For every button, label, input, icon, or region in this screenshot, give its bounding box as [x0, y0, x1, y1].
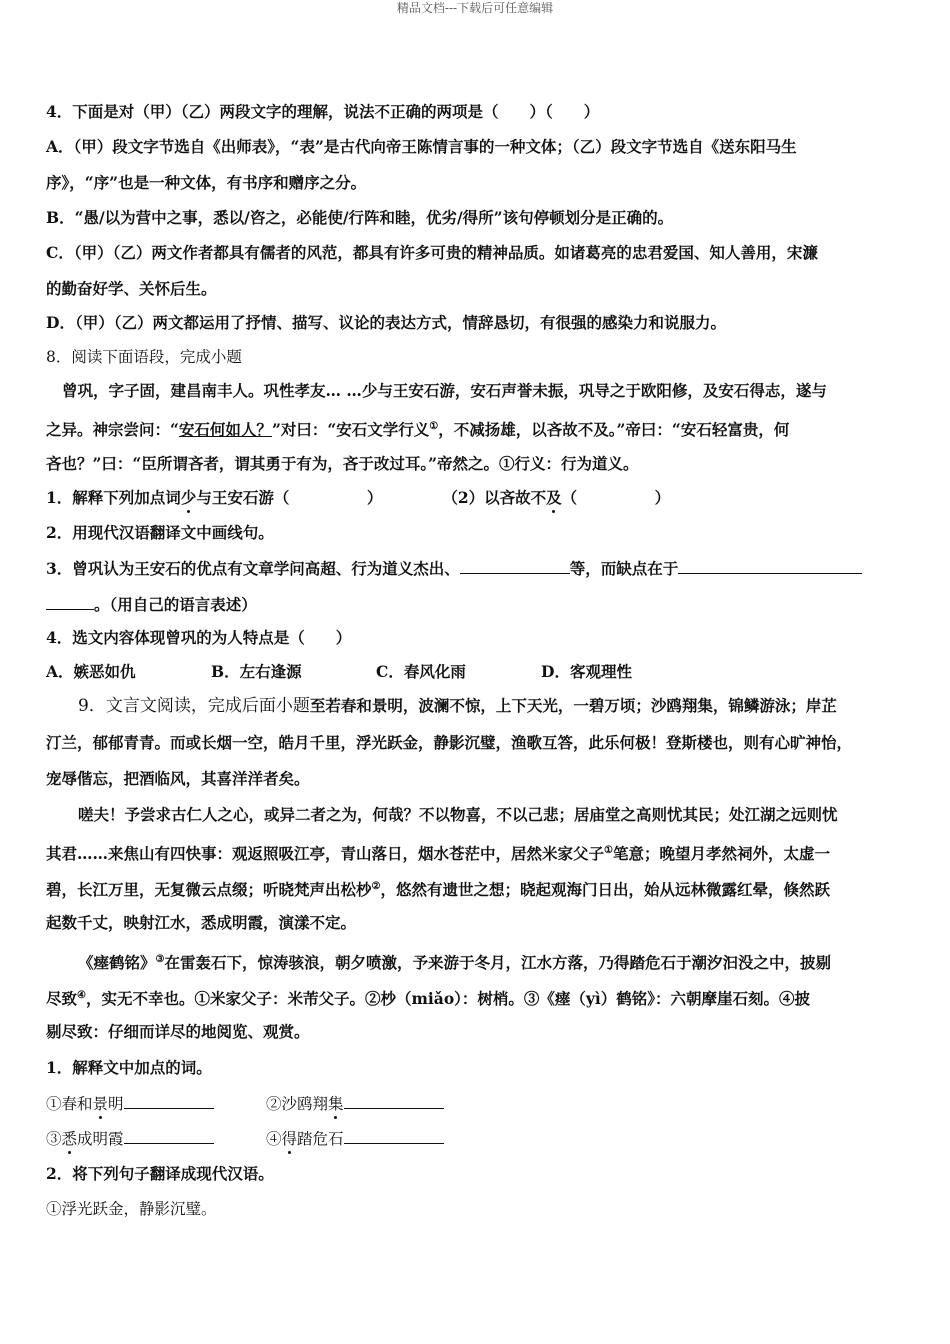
section8-q3-line2 — [46, 594, 257, 615]
dotted-word: 集 — [328, 1095, 344, 1113]
footnote-marker: ④ — [77, 990, 86, 1001]
passage-text: ，悠然有遗世之想；晓起观海门日出，始从远林微露红晕，倏然跃 — [380, 880, 830, 900]
item-text: ④ — [266, 1130, 282, 1148]
q4-stem: 4．下面是对（甲）（乙）两段文字的理解，说法不正确的两项是（ ）（ ） — [46, 102, 600, 121]
q4-option-a-line1: A．（甲）段文字节选自《出师表》，“表”是古代向帝王陈情言事的一种文体；（乙）段文字节选自《送东阳马生 — [46, 137, 797, 156]
option-a: A．嫉恶如仇 — [46, 662, 136, 681]
section9-q1: 1．解释文中加点的词。 — [46, 1058, 212, 1077]
section9-q1-row2 — [46, 1128, 444, 1149]
item-1 — [46, 1093, 266, 1114]
section9-passage-line9 — [46, 986, 810, 1009]
answer-blank[interactable] — [678, 558, 862, 574]
option-d: D．客观理性 — [541, 662, 632, 681]
section8-q2: 2．用现代汉语翻译文中画线句。 — [46, 523, 274, 542]
item-text: 明 — [108, 1095, 124, 1113]
q4-option-c-line1: C．（甲）（乙）两文作者都具有儒者的风范，都具有许多可贵的精神品质。如诸葛亮的忠君爱国、知人善用，宋濂 — [46, 243, 818, 262]
section9-passage-line7: 起数千丈，映射江水，悉成明霞，演漾不定。 — [46, 913, 357, 932]
answer-blank[interactable] — [460, 558, 570, 574]
item-3 — [46, 1128, 266, 1149]
section9-q1-row1 — [46, 1093, 444, 1114]
passage-text: 尽致 — [46, 989, 78, 1009]
section9-q2-item1: ①浮光跃金，静影沉璧。 — [46, 1200, 217, 1218]
item-4 — [266, 1130, 444, 1148]
footnote-marker: ① — [604, 845, 613, 856]
passage-text: ，不减扬雄，以吝故不及。”帝曰：“安石轻富贵，何 — [438, 420, 790, 440]
page-header: 精品文档---下载后可任意编辑 — [396, 1, 554, 15]
item-text: ①春和 — [46, 1095, 93, 1113]
q4-option-d: D．（甲）（乙）两文都运用了抒情、描写、议论的表达方式，情辞恳切，有很强的感染力和说服力。 — [46, 313, 726, 332]
section9-passage-line4: 嗟夫！予尝求古仁人之心，或异二者之为，何哉？不以物喜，不以己悲；居庙堂之高则忧其民；处江湖之远则忧 — [78, 805, 838, 824]
answer-blank[interactable] — [344, 1128, 444, 1144]
passage-text: 碧，长江万里，无复微云点缀；听晓梵声出松杪 — [46, 880, 372, 900]
section8-passage-line2 — [46, 417, 789, 440]
dotted-word: 悉 — [61, 1130, 78, 1148]
passage-text: 至若春和景明，波澜不惊，上下天光，一碧万顷；沙鸥翔集，锦鳞游泳；岸芷 — [309, 696, 837, 715]
dotted-word: 少 — [180, 488, 197, 507]
passage-text: 在雷轰石下，惊涛骇浪，朝夕喷激，予来游于冬月，江水方落，乃得踏危石于潮汐汩没之中，披剔 — [164, 953, 831, 973]
q4-option-c-line2: 的勤奋好学、关怀后生。 — [46, 279, 217, 298]
passage-text: 《瘗鹤铭》 — [78, 953, 156, 973]
answer-blank[interactable] — [46, 594, 94, 610]
passage-text: 其君……来焦山有四快事：观返照吸江亭，青山落日，烟水苍茫中，居然米家父子 — [46, 844, 605, 864]
section9-title: 9．文言文阅读，完成后面小题 — [78, 696, 310, 716]
q3-text: 。（用自己的语言表述） — [94, 595, 257, 614]
section9-passage-line3: 宠辱偕忘，把酒临风，其喜洋洋者矣。 — [46, 769, 310, 788]
dotted-word: 及 — [546, 488, 562, 507]
passage-text: 之异。神宗尝问：“ — [46, 420, 179, 440]
item-2 — [266, 1095, 444, 1113]
answer-blank[interactable] — [124, 1093, 214, 1109]
item-text: 踏危石 — [297, 1130, 344, 1148]
q1-text: （2）以吝故不 — [442, 488, 547, 507]
passage-text: ”对曰：“安石文学行义 — [271, 420, 430, 440]
section9-passage-line2: 汀兰，郁郁青青。而或长烟一空，皓月千里，浮光跃金，静影沉璧，渔歌互答，此乐何极！登斯楼也，则有心旷神怡， — [46, 733, 853, 752]
item-text: ③ — [46, 1130, 62, 1148]
q1-text: 1．解释下列加点词 — [46, 488, 181, 507]
item-text: 成明霞 — [77, 1130, 124, 1148]
section8-q4-options — [46, 662, 632, 682]
option-c: C．春风化雨 — [376, 662, 466, 681]
underlined-sentence: 安石何如人？ — [178, 420, 272, 440]
footnote-marker: ② — [371, 881, 381, 892]
q3-text: 等，而缺点在于 — [569, 559, 679, 578]
q1-text: （ ） — [561, 488, 671, 507]
passage-text: ，实无不幸也。①米家父子：米芾父子。②杪（miǎo）：树梢。③《瘗（yì）鹤铭》：六朝摩崖石刻。④披 — [85, 989, 811, 1009]
footnote-marker: ① — [429, 421, 439, 432]
section9-line1 — [46, 696, 837, 716]
dotted-word: 得 — [281, 1130, 298, 1148]
footnote-marker: ③ — [155, 954, 165, 965]
q4-option-b: B．“愚/以为营中之事，悉以/咨之，必能使/行阵和睦，优劣/得所”该句停顿划分是正确的。 — [46, 208, 674, 227]
section9-passage-line8 — [46, 950, 831, 973]
section9-passage-line6 — [46, 877, 830, 900]
section8-passage-line3: 吝也？”曰：“臣所谓吝者，谓其勇于有为，吝于改过耳。”帝然之。①行义：行为道义。 — [46, 454, 639, 473]
answer-blank[interactable] — [344, 1093, 444, 1109]
option-b: B．左右逢源 — [211, 662, 302, 681]
answer-blank[interactable] — [124, 1128, 214, 1144]
dotted-word: 景 — [92, 1095, 109, 1113]
section9-q2: 2．将下列句子翻译成现代汉语。 — [46, 1164, 274, 1183]
section9-passage-line5 — [46, 841, 830, 864]
q3-text: 3．曾巩认为王安石的优点有文章学问高超、行为道义杰出、 — [46, 559, 460, 578]
section8-q3-line1 — [46, 558, 862, 579]
section8-q4: 4．选文内容体现曾巩的为人特点是（ ） — [46, 628, 352, 647]
q4-option-a-line2: 序》，“序”也是一种文体，有书序和赠序之分。 — [46, 173, 367, 192]
section8-passage-line1: 曾巩，字子固，建昌南丰人。巩性孝友… …少与王安石游，安石声誉未振，巩导之于欧阳修，及安石得志，遂与 — [62, 381, 827, 400]
section9-passage-line10: 剔尽致：仔细而详尽的地阅览、观赏。 — [46, 1022, 310, 1041]
item-text: ②沙鸥翔 — [266, 1095, 329, 1113]
passage-text: 笔意；晚望月孝然祠外，太虚一 — [612, 844, 830, 864]
section8-q1 — [46, 488, 670, 508]
section8-title: 8．阅读下面语段，完成小题 — [46, 348, 242, 366]
q1-text: 与王安石游（ ） — [196, 488, 383, 507]
